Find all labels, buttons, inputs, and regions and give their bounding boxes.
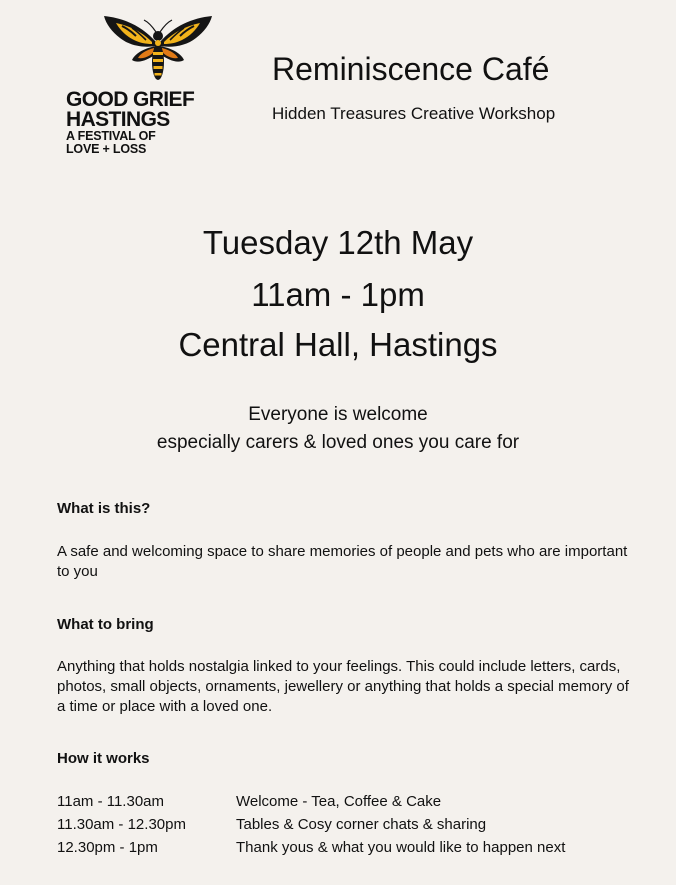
section-heading-how: How it works bbox=[57, 750, 150, 767]
schedule-row bbox=[57, 839, 657, 862]
festival-logo bbox=[60, 12, 220, 162]
logo-text-festival-of: A FESTIVAL OF bbox=[66, 129, 156, 143]
schedule-list bbox=[57, 793, 657, 862]
page-title: Reminiscence Café bbox=[272, 51, 550, 87]
section-body-bring: Anything that holds nostalgia linked to your feelings. This could include letters, cards, photos, small objects, ornaments, jewellery or anything that holds a special memory of a time or place with a loved one. bbox=[57, 658, 629, 715]
logo-text-love-loss: LOVE + LOSS bbox=[66, 142, 147, 156]
logo-text-good-grief: GOOD GRIEF bbox=[66, 88, 195, 111]
welcome-line: Everyone is welcome bbox=[248, 404, 428, 425]
welcome-subline: especially carers & loved ones you care for bbox=[156, 432, 520, 453]
schedule-description: Thank yous & what you would like to happen next bbox=[236, 839, 566, 856]
event-date: Tuesday 12th May bbox=[202, 224, 474, 261]
event-venue: Central Hall, Hastings bbox=[178, 326, 498, 363]
schedule-time: 12.30pm - 1pm bbox=[57, 839, 158, 856]
logo-text-hastings: HASTINGS bbox=[66, 108, 170, 131]
schedule-row bbox=[57, 816, 657, 839]
section-heading-what: What is this? bbox=[57, 500, 151, 517]
schedule-row bbox=[57, 793, 657, 816]
schedule-time: 11am - 11.30am bbox=[57, 793, 164, 810]
schedule-description: Tables & Cosy corner chats & sharing bbox=[236, 816, 487, 833]
moth-icon bbox=[102, 12, 214, 84]
section-body-what: A safe and welcoming space to share memories of people and pets who are important to you bbox=[57, 543, 628, 580]
schedule-time: 11.30am - 12.30pm bbox=[57, 816, 186, 833]
schedule-description: Welcome - Tea, Coffee & Cake bbox=[236, 793, 442, 810]
section-heading-bring: What to bring bbox=[57, 616, 154, 633]
page-subtitle: Hidden Treasures Creative Workshop bbox=[272, 104, 556, 123]
event-time: 11am - 1pm bbox=[251, 276, 425, 313]
